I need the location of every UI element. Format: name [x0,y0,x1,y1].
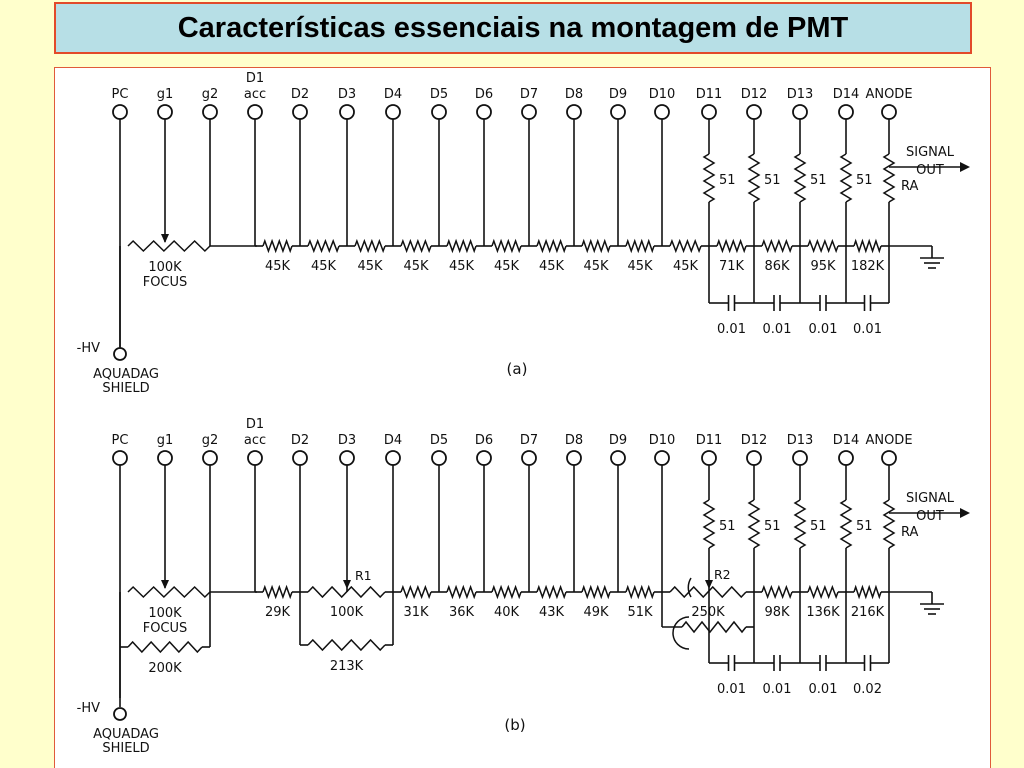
pin-d14 [839,451,853,465]
pin-d10 [655,451,669,465]
pin-g1 [158,105,172,119]
chain-value-6: 45K [538,259,565,274]
pin-d2 [293,105,307,119]
series-value-3: 51 [856,173,873,188]
resistor-chain-7 [582,241,610,251]
chain-value-11: 86K [764,259,790,274]
pin-label-d14: D14 [832,87,860,102]
resistor-chain-9 [762,587,792,597]
chain-value-10: 71K [718,259,745,274]
pin-d10 [655,105,669,119]
pin-d12 [747,451,761,465]
focus-label: FOCUS [142,621,188,636]
chain-value-11: 216K [850,605,885,620]
hv-label: -HV [76,701,100,716]
pin-g2 [203,451,217,465]
pin-d3 [340,105,354,119]
resistor-chain-5 [492,241,521,251]
pin-pc [113,105,127,119]
out-label: OUT [916,509,944,524]
pin-d5 [432,105,446,119]
capacitor-value-2: 0.01 [808,682,838,697]
pin-label-pc: PC [111,87,129,102]
resistor-chain-6 [537,241,566,251]
chain-value-9: 45K [672,259,699,274]
chain-value-6: 49K [583,605,609,620]
out-label: OUT [916,163,944,178]
pin-label-d9: D9 [608,433,628,448]
caption-b: (b) [504,716,526,734]
chain-value-3: 36K [448,605,475,620]
pin-label-anode: ANODE [865,433,913,448]
pin-label-d12: D12 [740,433,768,448]
pin-label-d2: D2 [290,87,310,102]
resistor-focus [128,241,210,251]
pin-d5 [432,451,446,465]
focus-wiper-arrow [161,234,169,243]
chain-value-8: 45K [627,259,653,274]
pin-acc [248,105,262,119]
series-value-2: 51 [810,173,827,188]
pin-label-d8: D8 [564,433,584,448]
pin-d8 [567,105,581,119]
resistor-ra [884,154,894,202]
pin-anode [882,451,896,465]
shield-label-2: SHIELD [102,381,150,396]
diagram-b [77,417,970,756]
pin-label-d3: D3 [337,433,357,448]
resistor-chain-12 [808,241,838,251]
pin-label-d5: D5 [429,87,449,102]
pin-label-d4: D4 [383,433,403,448]
parallel-r1-value: 213K [329,659,364,674]
resistor-chain-0 [263,587,292,597]
pin-acc [248,451,262,465]
resistor-chain-2 [355,241,385,251]
capacitor-value-3: 0.02 [853,682,882,697]
pin-d13 [793,451,807,465]
pin-label-d14: D14 [832,433,860,448]
pin-label-g2: g2 [201,87,219,102]
resistor-r2-parallel [682,622,746,632]
pin-label-pc: PC [111,433,129,448]
pin-label-d7: D7 [519,433,539,448]
pin-label-d8: D8 [564,87,584,102]
focus-label: FOCUS [142,275,188,290]
pin-d11 [702,105,716,119]
r1-label: R1 [355,568,372,583]
diagram-a [77,71,970,396]
pin-label-acc: acc [243,433,267,448]
resistor-chain-5 [537,587,566,597]
pin-label-d11: D11 [695,87,723,102]
resistor-chain-10 [717,241,746,251]
pin-d12 [747,105,761,119]
pin-label-d7: D7 [519,87,539,102]
series-value-1: 51 [764,173,781,188]
signal-label: SIGNAL [905,491,955,506]
pin-label-d5: D5 [429,433,449,448]
resistor-chain-11 [854,587,881,597]
pin-label-d6: D6 [474,87,494,102]
resistor-chain-0 [263,241,292,251]
resistor-chain-13 [854,241,881,251]
pin-label-d2: D2 [290,433,310,448]
slide-title: Características essenciais na montagem de PMT [177,11,849,44]
series-value-0: 51 [719,519,736,534]
ra-label: RA [901,525,919,540]
chain-value-12: 95K [810,259,836,274]
hv-terminal [114,708,126,720]
pin-label-d6: D6 [474,433,494,448]
resistor-focus [128,587,210,597]
chain-value-1: 45K [310,259,337,274]
resistor-200k [128,642,202,652]
resistor-chain-4 [447,241,476,251]
signal-out-arrow [960,162,970,172]
series-resistor-0 [704,154,714,202]
series-resistor-2 [795,154,805,202]
pin-label-g1: g1 [156,87,174,102]
pin-label-d10: D10 [648,87,676,102]
resistor-chain-11 [762,241,792,251]
pin-d4 [386,105,400,119]
pin-label-d1: D1 [245,71,265,86]
pin-d11 [702,451,716,465]
r2-label: R2 [714,567,731,582]
parallel-focus-value: 200K [148,661,182,676]
capacitor-value-1: 0.01 [762,682,792,697]
resistor-chain-7 [626,587,654,597]
chain-value-9: 98K [764,605,790,620]
resistor-chain-3 [401,241,431,251]
series-value-2: 51 [810,519,827,534]
chain-value-4: 45K [448,259,475,274]
chain-value-0: 29K [264,605,291,620]
pin-d9 [611,105,625,119]
shield-label-2: SHIELD [102,741,150,756]
resistor-chain-10 [808,587,838,597]
series-resistor-2 [795,500,805,548]
chain-value-5: 45K [493,259,520,274]
series-value-0: 51 [719,173,736,188]
series-resistor-1 [749,154,759,202]
resistor-chain-8 [670,587,746,597]
pin-d13 [793,105,807,119]
chain-value-2: 31K [403,605,429,620]
pin-d6 [477,451,491,465]
pin-label-d13: D13 [786,87,814,102]
capacitor-value-2: 0.01 [808,322,838,337]
series-resistor-1 [749,500,759,548]
hv-terminal [114,348,126,360]
pin-label-anode: ANODE [865,87,913,102]
pin-label-d13: D13 [786,433,814,448]
capacitor-value-0: 0.01 [717,682,746,697]
resistor-chain-1 [308,241,339,251]
focus-value: 100K [148,260,182,275]
pin-label-d1: D1 [245,417,265,432]
capacitor-value-3: 0.01 [853,322,882,337]
pin-label-g1: g1 [156,433,174,448]
resistor-chain-8 [626,241,654,251]
pin-d14 [839,105,853,119]
pin-d2 [293,451,307,465]
chain-value-10: 136K [806,605,840,620]
chain-value-0: 45K [264,259,291,274]
resistor-213k [308,640,385,650]
capacitor-value-1: 0.01 [762,322,792,337]
pin-pc [113,451,127,465]
pin-label-acc: acc [243,87,267,102]
pin-label-g2: g2 [201,433,219,448]
pin-label-d4: D4 [383,87,403,102]
capacitor-value-0: 0.01 [717,322,746,337]
shield-label-1: AQUADAG [93,367,159,382]
chain-value-2: 45K [357,259,383,274]
chain-value-13: 182K [850,259,885,274]
shield-label-1: AQUADAG [93,727,159,742]
signal-label: SIGNAL [905,145,955,160]
pin-label-d10: D10 [648,433,676,448]
pin-d6 [477,105,491,119]
series-value-1: 51 [764,519,781,534]
resistor-chain-2 [401,587,431,597]
series-resistor-0 [704,500,714,548]
focus-value: 100K [148,606,182,621]
chain-value-1: 100K [329,605,364,620]
pin-d9 [611,451,625,465]
resistor-chain-9 [670,241,701,251]
chain-value-5: 43K [538,605,565,620]
pin-label-d11: D11 [695,433,723,448]
pin-d4 [386,451,400,465]
pin-g1 [158,451,172,465]
ra-label: RA [901,179,919,194]
pin-d7 [522,105,536,119]
hv-label: -HV [76,341,100,356]
signal-out-arrow [960,508,970,518]
pin-label-d3: D3 [337,87,357,102]
r2-arc-top [688,578,691,597]
chain-value-4: 40K [493,605,520,620]
pin-d3 [340,451,354,465]
pin-label-d12: D12 [740,87,768,102]
resistor-chain-3 [447,587,476,597]
pin-label-d9: D9 [608,87,628,102]
series-value-3: 51 [856,519,873,534]
caption-a: (a) [506,360,528,378]
focus-wiper-arrow [161,580,169,589]
resistor-ra [884,500,894,548]
chain-value-8: 250K [691,605,725,620]
pin-d8 [567,451,581,465]
chain-value-7: 45K [583,259,609,274]
pin-d7 [522,451,536,465]
resistor-chain-4 [492,587,521,597]
pin-g2 [203,105,217,119]
series-resistor-3 [841,154,851,202]
pin-anode [882,105,896,119]
resistor-chain-6 [582,587,610,597]
chain-value-7: 51K [627,605,653,620]
series-resistor-3 [841,500,851,548]
chain-value-3: 45K [403,259,429,274]
